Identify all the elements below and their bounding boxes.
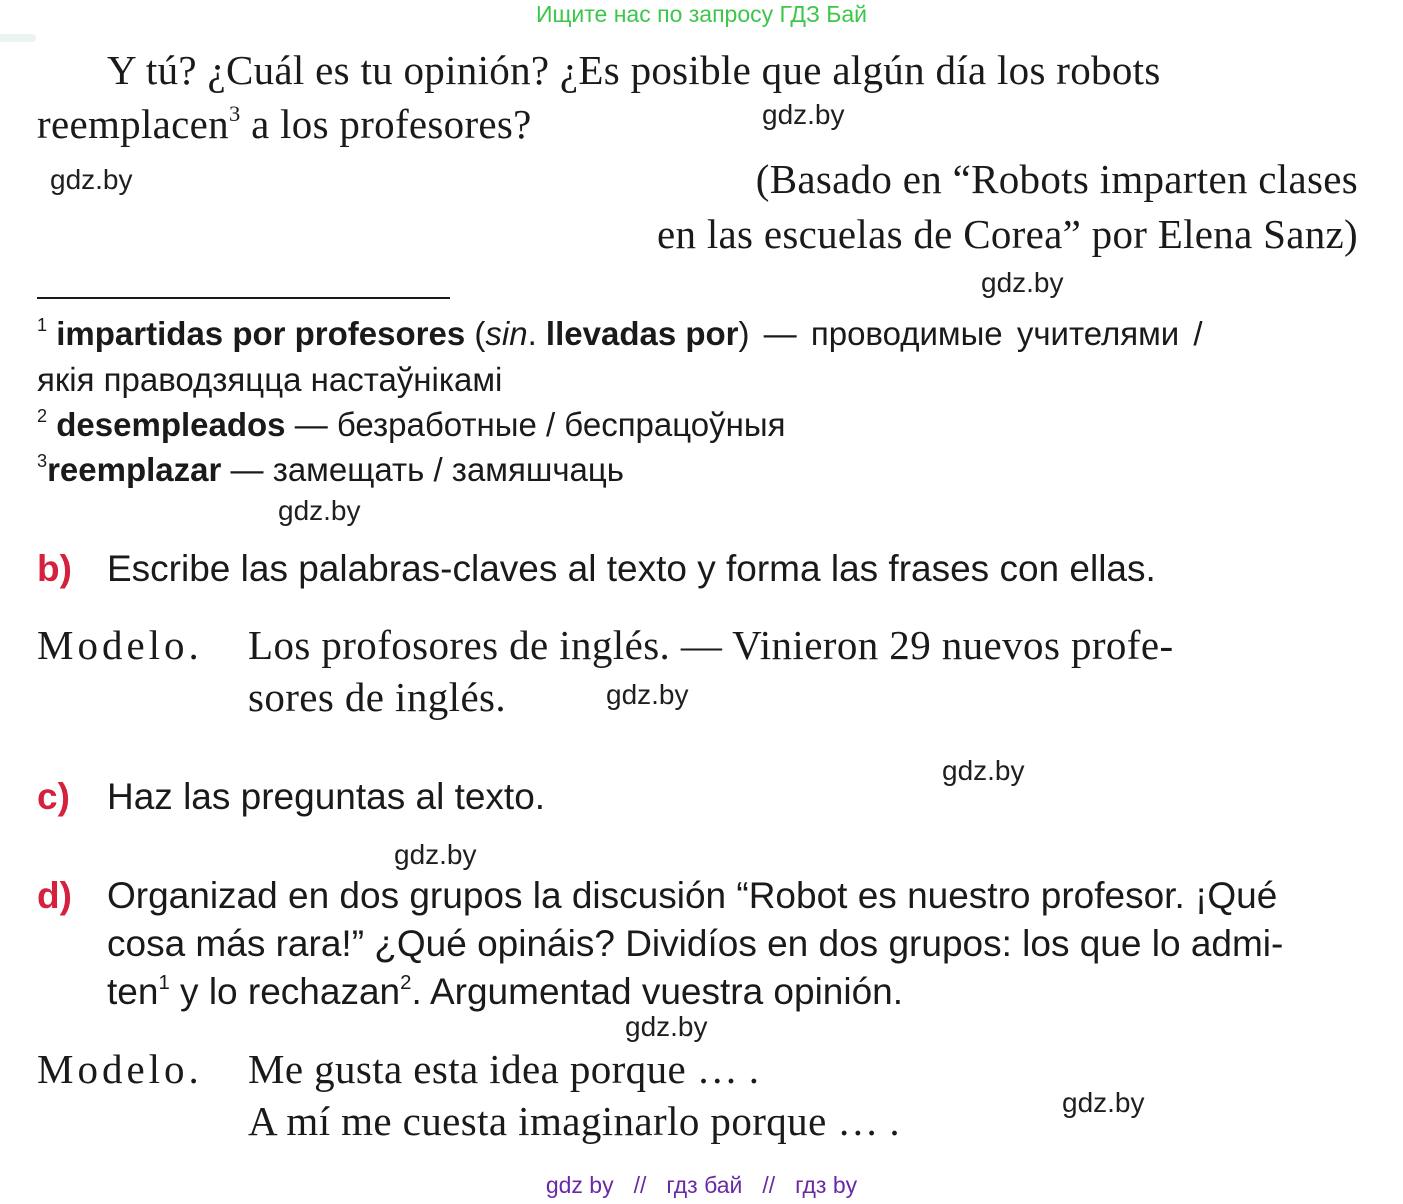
modelo-label: Modelo. [37, 1046, 203, 1092]
footnote-number: 1 [37, 315, 48, 336]
watermark: gdz.by [394, 839, 477, 870]
task-b-letter: b) [37, 548, 72, 589]
watermark: gdz.by [606, 679, 689, 710]
footnote-number: 2 [37, 406, 48, 427]
task-d-letter: d) [37, 875, 72, 916]
separator: // [633, 1172, 647, 1198]
watermark: gdz.by [762, 99, 845, 130]
task-d-line-2: cosa más rara!” ¿Qué opináis? Dividíos en dos grupos: los que lo admi- [107, 923, 1284, 964]
separator: // [762, 1172, 776, 1198]
footnote-1: $^1$ impartidas por profesores (sin. llevadas por) — проводимые учителями / [37, 315, 1203, 352]
modelo-1-line-1: Los profosores de inglés. — Vinieron 29 nuevos profe- [248, 622, 1174, 668]
text-line-2: reemplacen$^3$ a los profesores? [37, 101, 532, 147]
corner-decoration [0, 34, 36, 42]
footnote-2 [37, 406, 785, 444]
footnote-term: reemplazar [47, 451, 222, 488]
bottom-link-gdz-by[interactable]: gdz by [545, 1172, 614, 1198]
watermark: gdz.by [625, 1011, 708, 1042]
footnote-3 [37, 451, 624, 489]
footnote-translation: — проводимые учителями / [749, 315, 1203, 352]
watermark: gdz.by [278, 495, 361, 526]
watermark: gdz.by [50, 164, 133, 195]
footnote-term: impartidas por profesores [56, 315, 466, 352]
watermark: gdz.by [1062, 1087, 1145, 1118]
watermark: gdz.by [942, 755, 1025, 786]
footnote-translation: — безработные / беспрацоўныя [285, 406, 786, 443]
task-d-line-1: Organizad en dos grupos la discusión “Robot es nuestro profesor. ¡Qué [107, 875, 1278, 916]
footnote-ref-2: 2 [400, 971, 412, 994]
text-line-1: Y tú? ¿Cuál es tu opinión? ¿Es posible que algún día los robots [107, 47, 1161, 93]
top-banner[interactable]: Ищите нас по запросу ГДЗ Бай [535, 1, 868, 27]
bottom-link-gdz-by-cyr[interactable]: гдз by [795, 1172, 858, 1198]
source-line-1: (Basado en “Robots imparten clases [755, 156, 1358, 202]
watermark: gdz.by [981, 267, 1064, 298]
footnote-ref-1: 1 [158, 971, 170, 994]
footnote-ref-3: 3 [228, 101, 241, 127]
modelo-label: Modelo. [37, 622, 203, 668]
task-c-text: Haz las preguntas al texto. [107, 776, 546, 817]
task-b-text: Escribe las palabras-claves al texto y forma las frases con ellas. [107, 548, 1156, 589]
modelo-2-line-2: A mí me cuesta imaginarlo porque … . [248, 1098, 901, 1144]
modelo-1-line-2: sores de inglés. [248, 674, 507, 720]
source-line-2: en las escuelas de Corea” por Elena Sanz) [656, 211, 1358, 257]
footnote-term: desempleados [56, 406, 286, 443]
footnote-divider [37, 297, 450, 299]
modelo-2-line-1: Me gusta esta idea porque … . [248, 1046, 760, 1092]
footnote-1-continuation: якія праводзяцца настаўнікамі [37, 361, 503, 398]
task-c-letter: c) [37, 776, 70, 817]
bottom-link-gdz-bai[interactable]: гдз бай [666, 1172, 743, 1198]
footnote-translation: — замещать / замяшчаць [221, 451, 624, 488]
footnote-number: 3 [37, 451, 48, 472]
bottom-links [0, 1172, 1403, 1199]
task-d-line-3: ten$^1$ y lo rechazan$^2$. Argumentad vuestra opinión. [107, 971, 904, 1012]
